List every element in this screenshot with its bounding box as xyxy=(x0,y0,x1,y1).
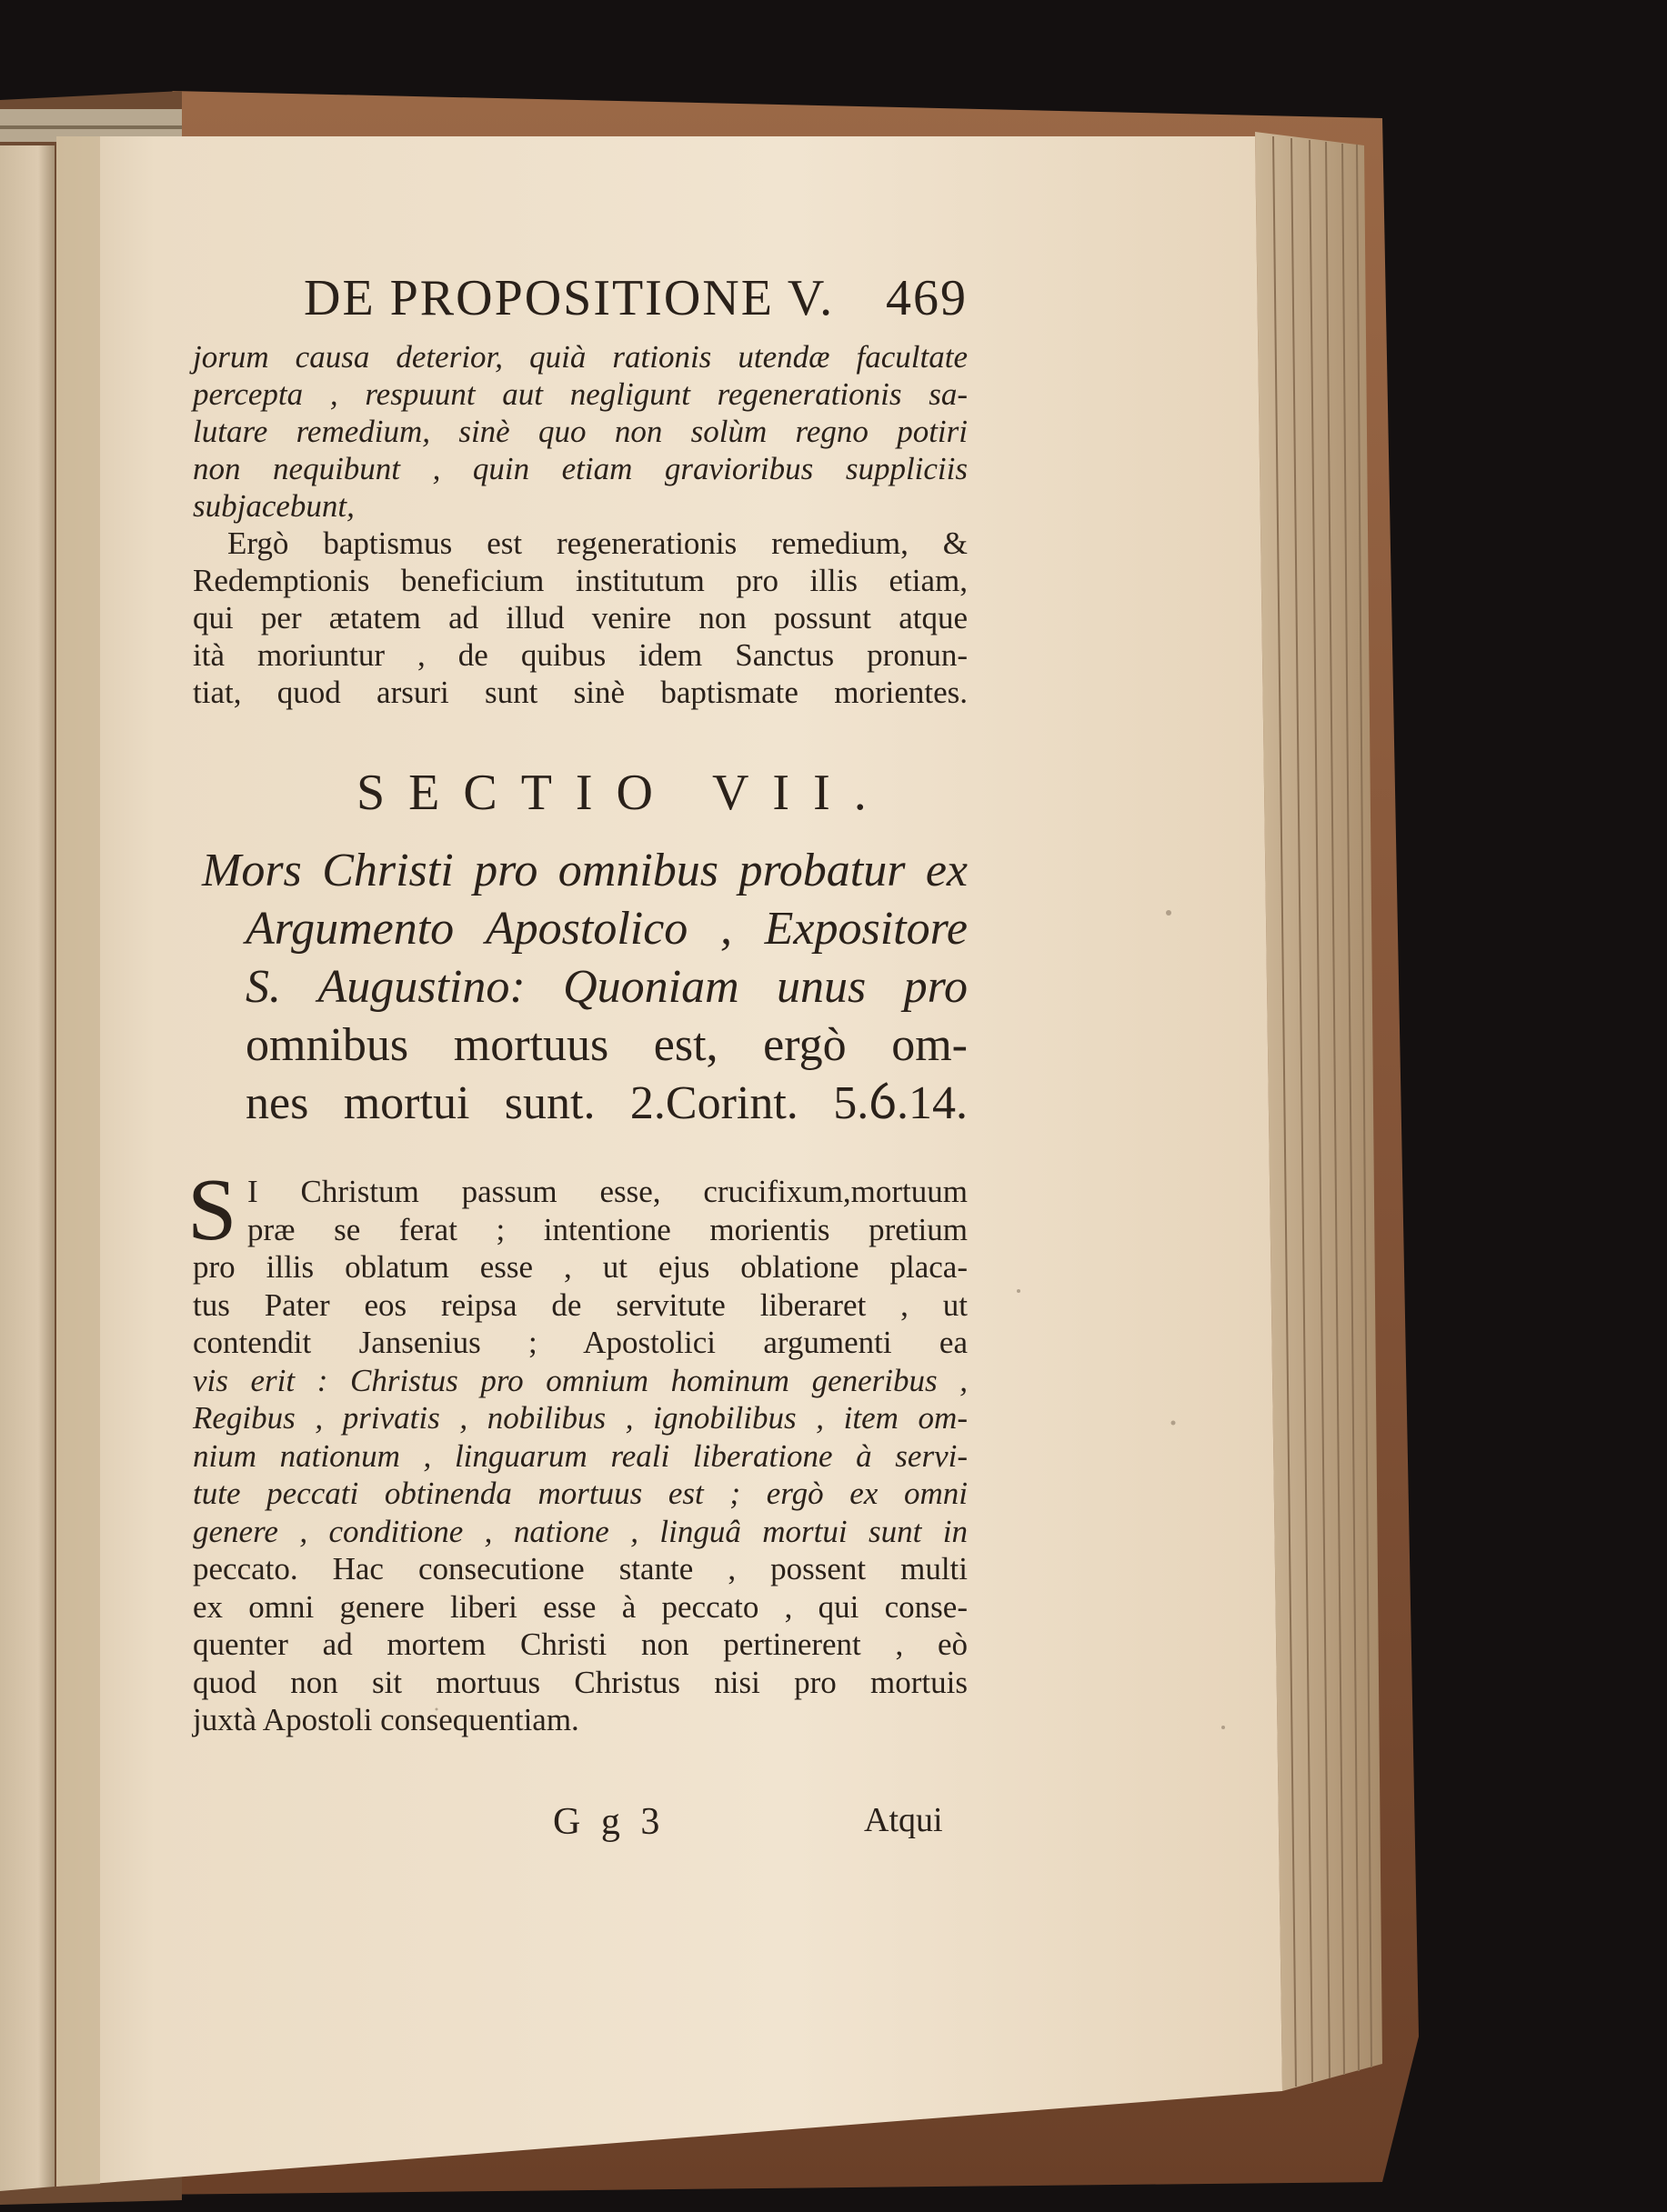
section-heading: SECTIO VII. xyxy=(356,765,890,821)
text-line: Redemptionis beneficium institutum pro illis etiam, xyxy=(193,563,968,598)
text-line: tiat, quod arsuri sunt sinè baptismate morientes. xyxy=(193,675,968,710)
drop-cap: S xyxy=(187,1161,237,1259)
text-line: tus Pater eos reipsa de servitute liberaret , ut xyxy=(193,1286,968,1323)
section-title xyxy=(202,842,968,1133)
text-line: ità moriuntur , de quibus idem Sanctus pronun- xyxy=(193,637,968,673)
gutter-shadow xyxy=(56,136,100,2187)
section-title-line: S. Augustino: Quoniam unus pro xyxy=(246,961,968,1013)
text-line: qui per ætatem ad illud venire non possunt atque xyxy=(193,600,968,636)
text-line: non nequibunt , quin etiam gravioribus suppliciis xyxy=(193,451,968,486)
signature-mark: G g 3 xyxy=(553,1801,666,1843)
text-line: contendit Jansenius ; Apostolici argumenti ea xyxy=(193,1325,968,1360)
text-line: lutare remedium, sinè quo non solùm regno potiri xyxy=(193,414,968,449)
text-line: percepta , respuunt aut negligunt regenerationis sa- xyxy=(193,376,968,412)
text-line: jorum causa deterior, quià rationis utendæ facultate xyxy=(193,339,968,375)
running-head-title: DE PROPOSITIONE V. xyxy=(304,270,835,326)
spine-headband-line xyxy=(0,125,182,129)
text-line: ex omni genere liberi esse à peccato , qui conse- xyxy=(193,1588,968,1625)
text-line: nium nationum , linguarum reali liberatione à servi- xyxy=(193,1437,968,1474)
text-line: quod non sit mortuus Christus nisi pro mortuis xyxy=(193,1664,968,1700)
left-page xyxy=(0,145,55,2191)
catchword: Atqui xyxy=(864,1801,943,1839)
text-line: præ se ferat ; intentione morientis pretium xyxy=(247,1211,968,1247)
body-text-bottom xyxy=(187,1161,968,1739)
section-title-line: omnibus mortuus est, ergò om- xyxy=(246,1019,968,1071)
text-line: pro illis oblatum esse , ut ejus oblatione placa- xyxy=(193,1249,968,1285)
text-line: vis erit : Christus pro omnium hominum generibus , xyxy=(193,1362,968,1398)
text-line: peccato. Hac consecutione stante , possent multi xyxy=(193,1551,968,1586)
section-title-line: nes mortui sunt. 2.Corint. 5.ỽ.14. xyxy=(246,1077,968,1129)
text-line: tute peccati obtinenda mortuus est ; ergò ex omni xyxy=(193,1476,968,1511)
text-line: juxtà Apostoli consequentiam. xyxy=(193,1702,579,1737)
text-line: genere , conditione , natione , linguâ mortui sunt in xyxy=(193,1513,968,1549)
text-line: I Christum passum esse, crucifixum,mortuum xyxy=(247,1174,968,1209)
section-title-line: Argumento Apostolico , Expositore xyxy=(246,903,968,955)
running-head xyxy=(304,269,968,333)
text-line: subjacebunt, xyxy=(193,488,355,524)
text-line: Regibus , privatis , nobilibus , ignobilibus , item om- xyxy=(193,1400,968,1436)
section-title-line: Mors Christi pro omnibus probatur ex xyxy=(202,845,968,896)
text-line: Ergò baptismus est regenerationis remedium, & xyxy=(227,525,968,561)
page-number: 469 xyxy=(886,270,968,326)
text-line: quenter ad mortem Christi non pertinerent , eò xyxy=(193,1626,968,1662)
body-text-top xyxy=(193,338,968,711)
